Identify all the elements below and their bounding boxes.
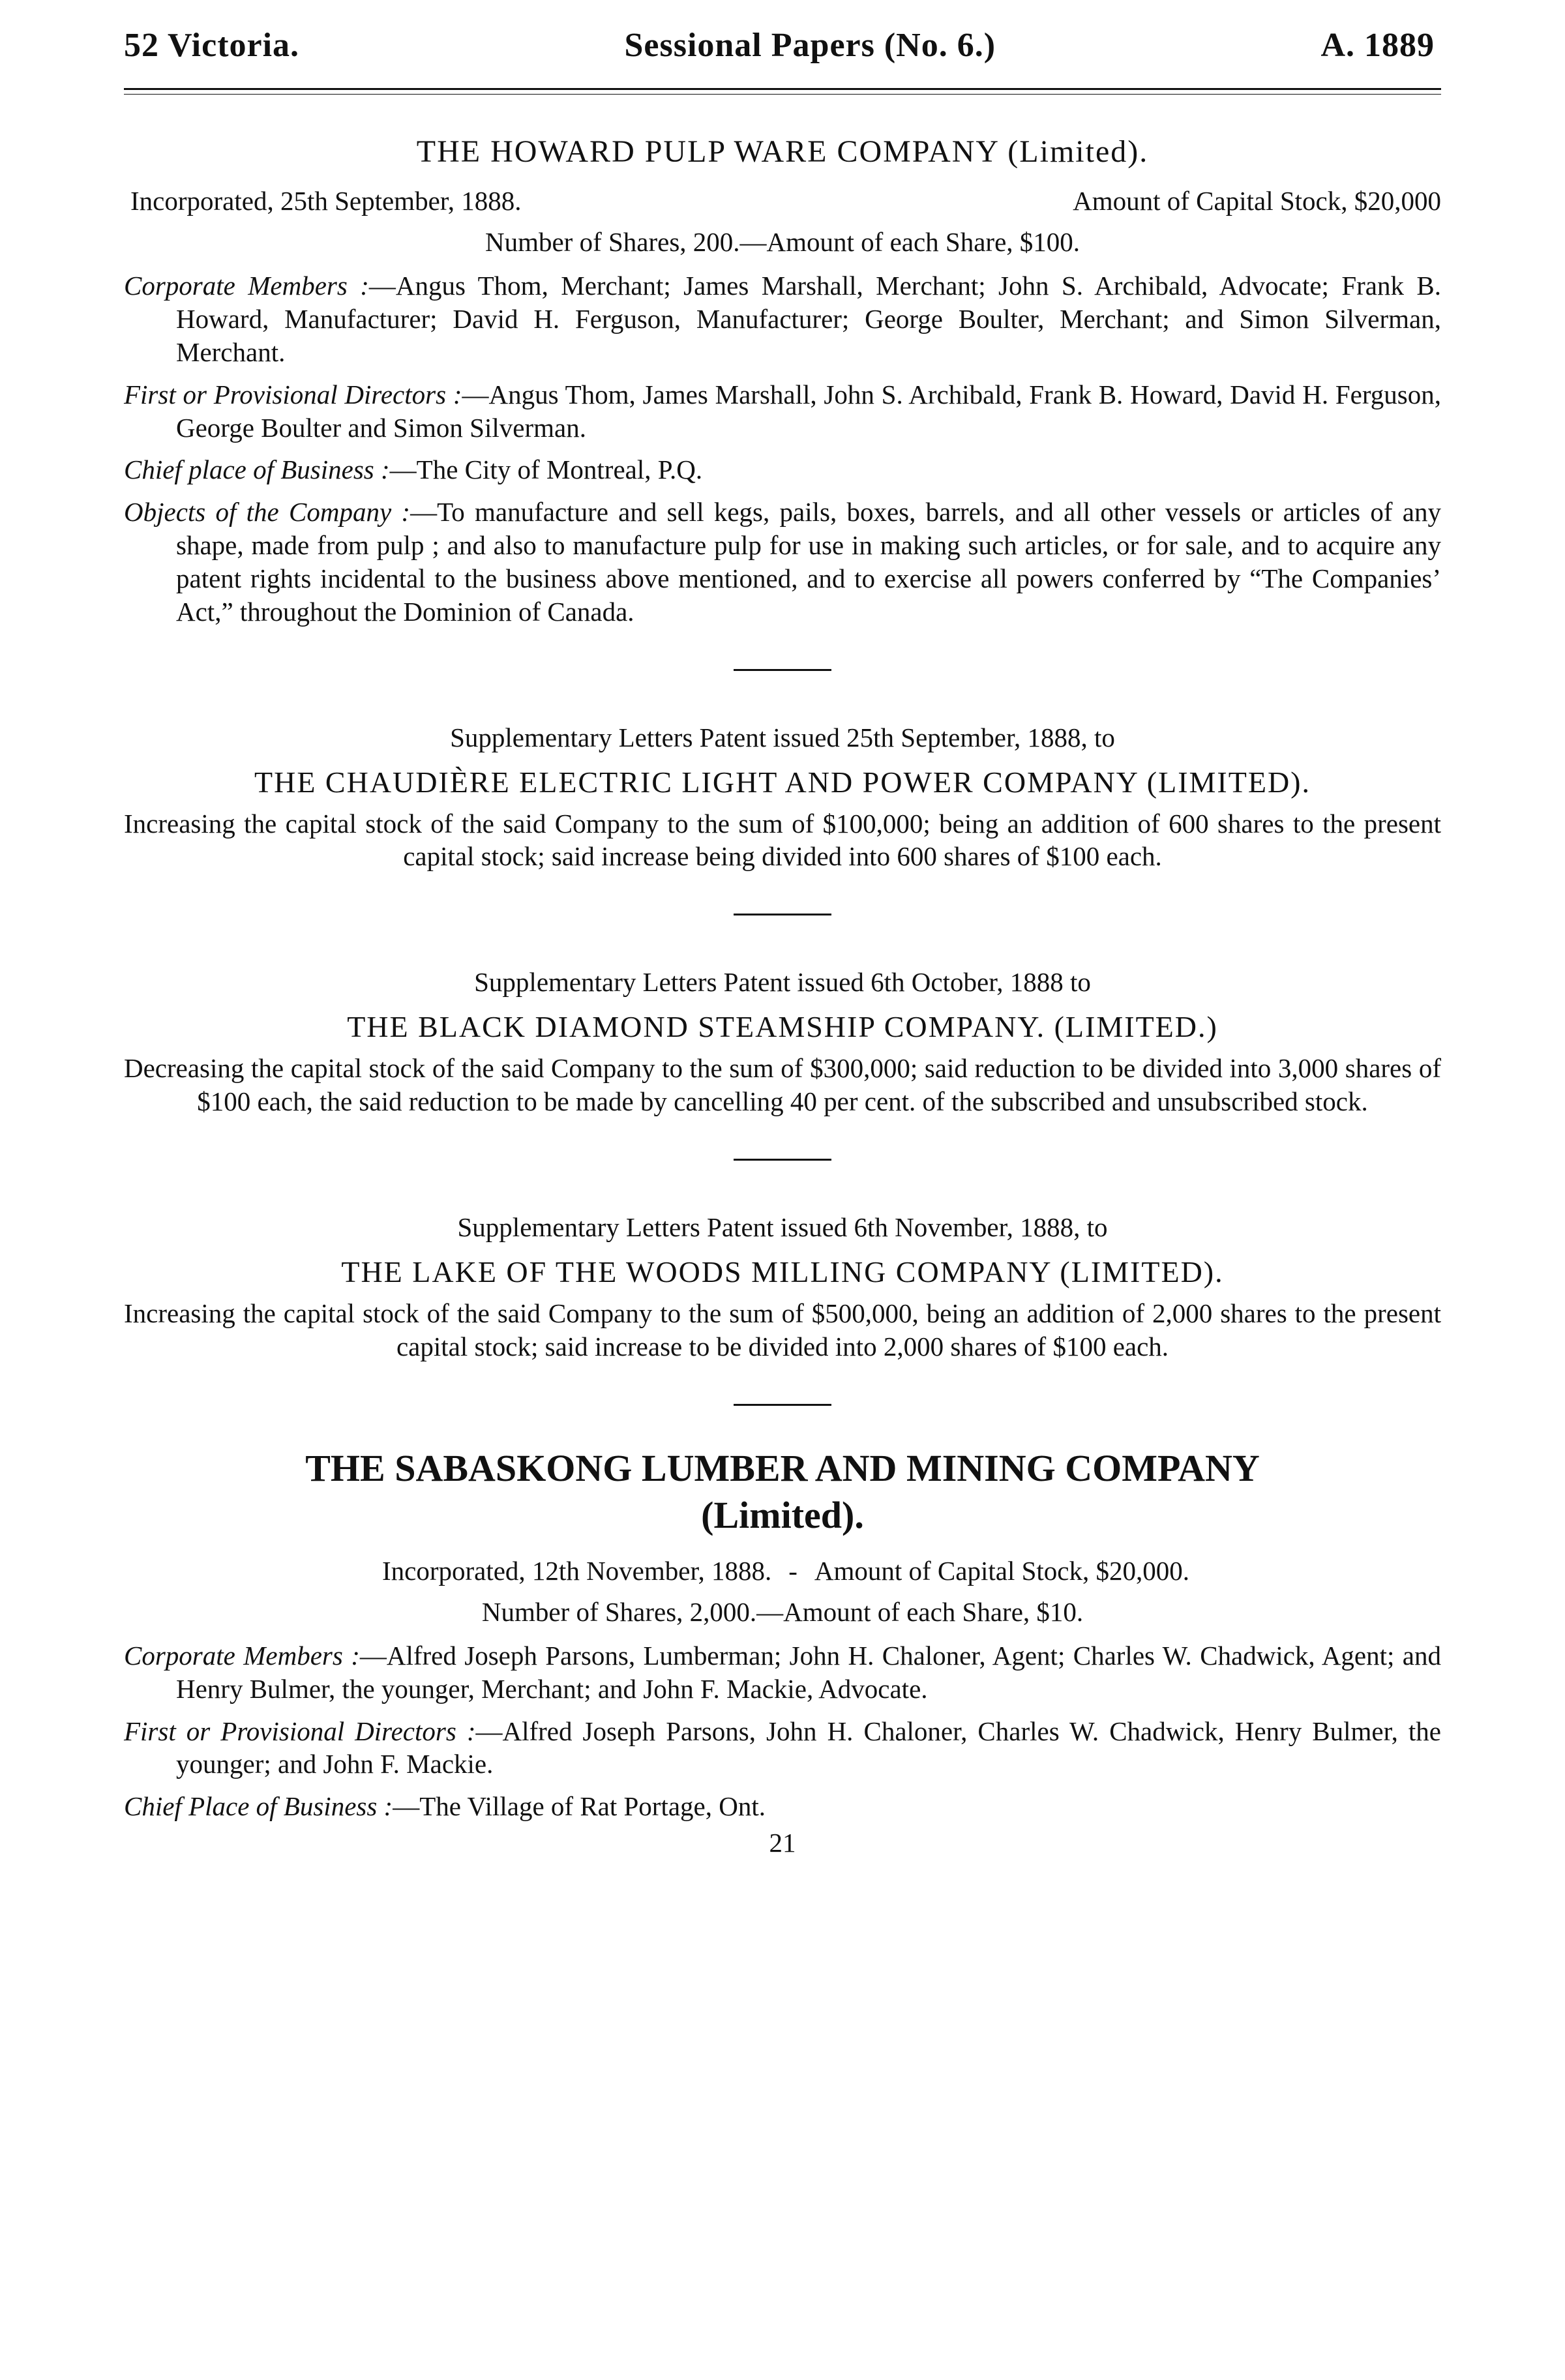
howard-shares: Number of Shares, 200.—Amount of each Share, $100. [484,227,1081,257]
sabaskong-title-line2: (Limited). [701,1494,864,1537]
lake-woods-section [124,1212,1441,1363]
header-rule [124,88,1441,95]
black-diamond-name: THE BLACK DIAMOND STEAMSHIP COMPANY. (LIMITED.) [347,1010,1218,1044]
howard-directors-label: First or Provisional Directors : [124,379,462,409]
sabaskong-directors-label: First or Provisional Directors : [124,1716,476,1746]
sabaskong-title-line1: THE SABASKONG LUMBER AND MINING COMPANY [305,1446,1260,1489]
black-diamond-body: Decreasing the capital stock of the said Company to the sum of $300,000; said reduction to be divided into 3,000 shares of $100 each, the said reduction to be made by cancelling 40 per cent. of the subscribed and unsubscribed stock. [124,1053,1441,1117]
sabaskong-place [124,1790,1441,1823]
lake-woods-intro: Supplementary Letters Patent issued 6th November, 1888, to [457,1212,1108,1242]
howard-incorporated: Incorporated, 25th September, 1888. [130,186,522,216]
howard-incorporation-row [124,185,1441,216]
black-diamond-section [124,966,1441,1118]
sabaskong-members-text: —Alfred Joseph Parsons, Lumberman; John H. Chaloner, Agent; Charles W. Chadwick, Agent; and Henry Bulmer, the younger, Merchant; and John F. Mackie, Advocate. [176,1640,1441,1704]
howard-place-label: Chief place of Business : [124,454,390,485]
lake-woods-name: THE LAKE OF THE WOODS MILLING COMPANY (LIMITED). [341,1255,1224,1288]
sabaskong-incorporated: Incorporated, 12th November, 1888. [381,1555,772,1586]
sabaskong-members-label: Corporate Members : [124,1640,360,1671]
header-left: 52 Victoria. [124,27,300,64]
page-number: 21 [769,1828,796,1858]
sabaskong-shares: Number of Shares, 2,000.—Amount of each Share, $10. [481,1596,1084,1627]
section-divider [734,1159,831,1161]
sabaskong-section [124,1445,1441,1823]
section-divider [734,669,831,671]
sabaskong-place-text: —The Village of Rat Portage, Ont. [393,1791,766,1822]
section-divider [734,914,831,915]
sabaskong-capital: Amount of Capital Stock, $20,000. [814,1555,1189,1586]
sabaskong-members [124,1639,1441,1706]
chaudiere-body: Increasing the capital stock of the said Company to the sum of $100,000; being an addition of 600 shares to the present capital stock; said increase being divided into 600 shares of $100 each. [124,808,1441,872]
howard-members [124,269,1441,368]
howard-capital: Amount of Capital Stock, $20,000 [1073,186,1441,216]
header-center: Sessional Papers (No. 6.) [624,27,996,64]
howard-directors-text: —Angus Thom, James Marshall, John S. Archibald, Frank B. Howard, David H. Ferguson, George Boulter and Simon Silverman. [176,379,1441,443]
chaudiere-intro: Supplementary Letters Patent issued 25th September, 1888, to [450,722,1115,752]
lake-woods-body: Increasing the capital stock of the said Company to the sum of $500,000, being an addition of 2,000 shares to the present capital stock; said increase to be divided into 2,000 shares of $100 each. [124,1298,1441,1361]
howard-objects-text: —To manufacture and sell kegs, pails, boxes, barrels, and all other vessels or articles of any shape, made from pulp ; and also to manufacture pulp for use in making such articles, or for sale, and to acquire any patent rights incidental to the business above mentioned, and to exercise all powers conferred by “The Companies’ Act,” throughout the Dominion of Canada. [176,497,1441,627]
howard-place [124,453,1441,486]
sabaskong-directors-text: —Alfred Joseph Parsons, John H. Chaloner, Charles W. Chadwick, Henry Bulmer, the younger; and John F. Mackie. [176,1716,1441,1779]
header-right: A. 1889 [1320,27,1435,64]
howard-section [124,134,1441,629]
howard-objects-label: Objects of the Company : [124,497,411,528]
sabaskong-place-label: Chief Place of Business : [124,1791,393,1822]
sabaskong-title [124,1445,1441,1540]
chaudiere-name: THE CHAUDIÈRE ELECTRIC LIGHT AND POWER COMPANY (LIMITED). [254,765,1311,799]
howard-directors [124,378,1441,445]
howard-title: THE HOWARD PULP WARE COMPANY (Limited). [416,134,1149,169]
chaudiere-section [124,722,1441,874]
sabaskong-sep: - [788,1555,797,1586]
howard-members-text: —Angus Thom, Merchant; James Marshall, Merchant; John S. Archibald, Advocate; Frank B. Howard, Manufacturer; David H. Ferguson, Manufacturer; George Boulter, Merchant; and Simon Silverman, Merchant. [176,271,1442,367]
running-header [124,26,1441,65]
howard-members-label: Corporate Members : [124,271,369,301]
sabaskong-incorporation-row [124,1555,1441,1586]
howard-objects [124,496,1441,628]
sabaskong-directors [124,1715,1441,1781]
section-divider [734,1404,831,1406]
black-diamond-intro: Supplementary Letters Patent issued 6th October, 1888 to [474,967,1091,998]
howard-place-text: —The City of Montreal, P.Q. [389,454,703,485]
